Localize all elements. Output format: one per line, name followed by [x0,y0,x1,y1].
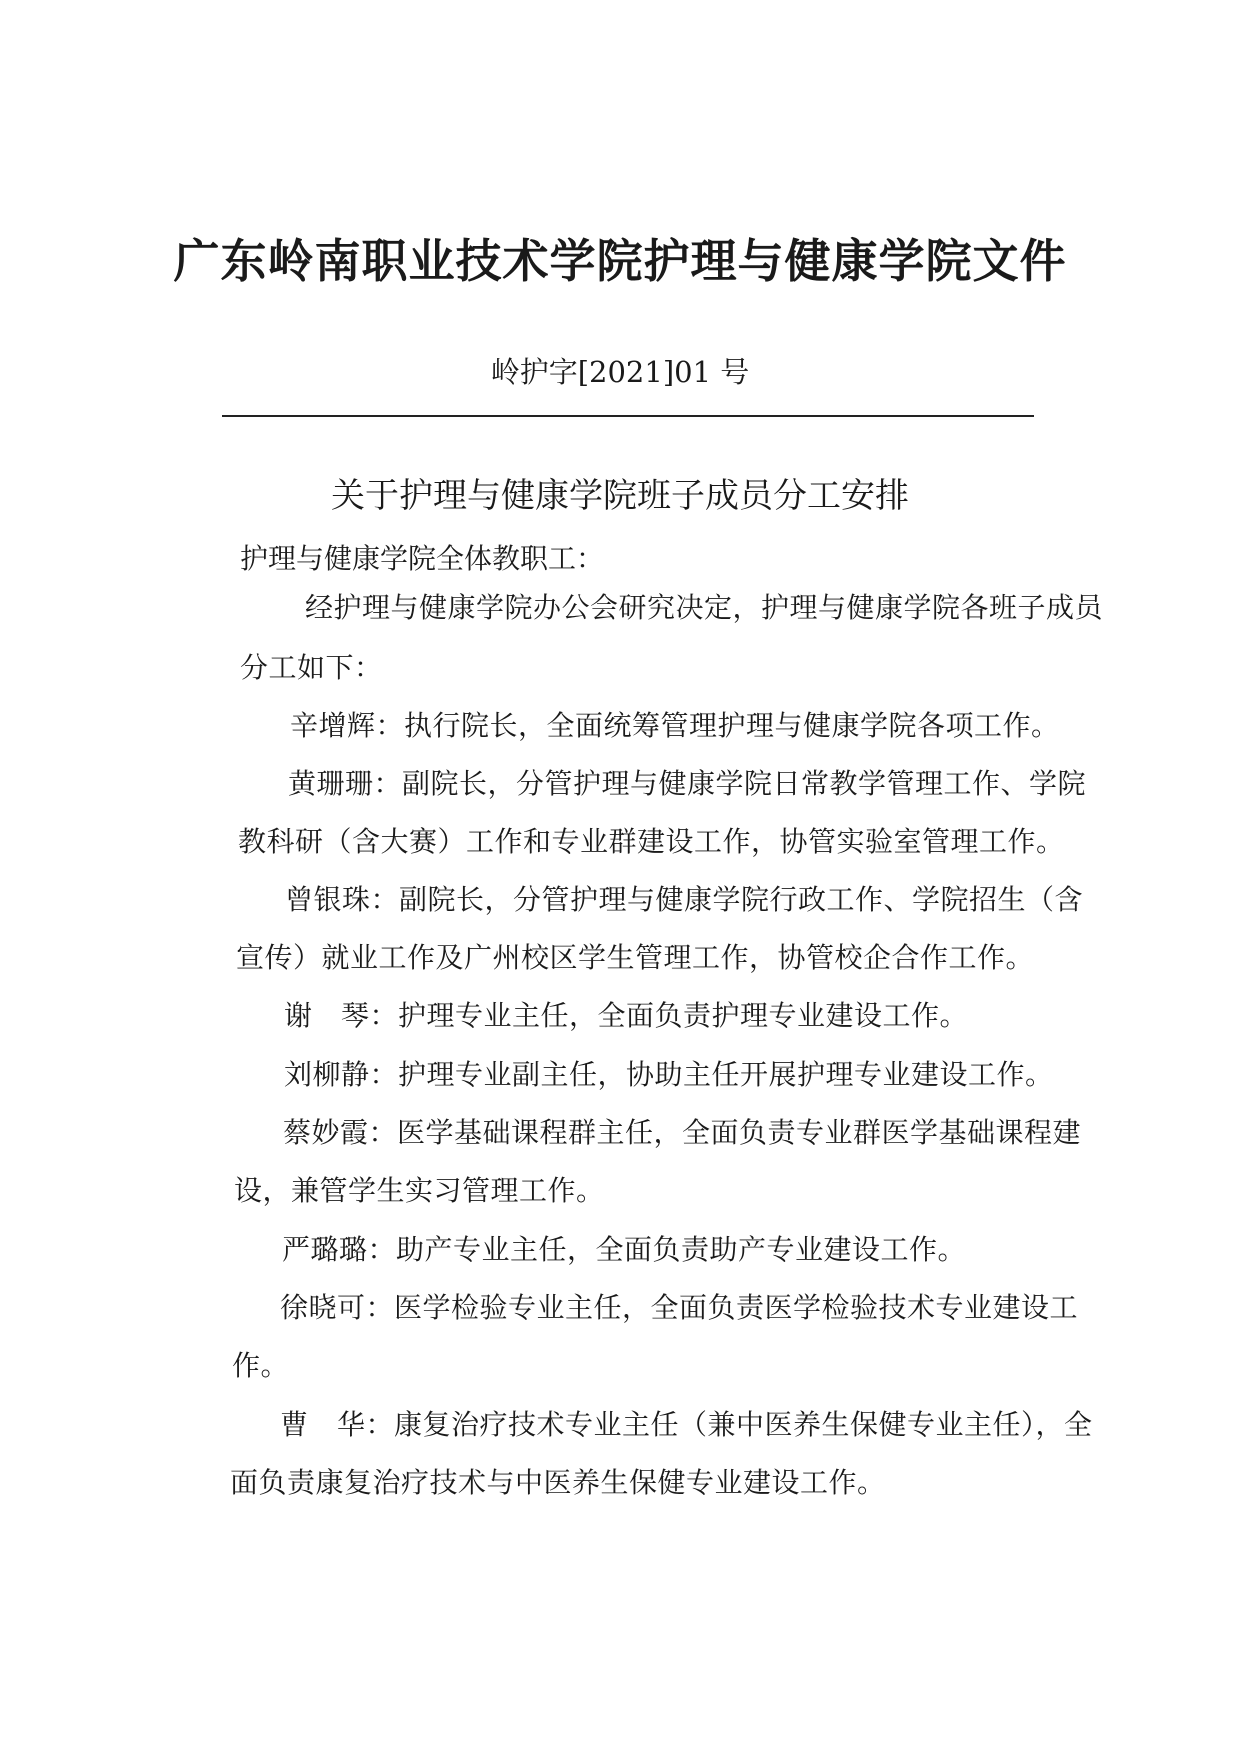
body-paragraph-line: 经护理与健康学院办公会研究决定，护理与健康学院各班子成员 [305,591,1104,624]
assignment-zeng-yinzhu-cont: 宣传）就业工作及广州校区学生管理工作，协管校企合作工作。 [236,941,1035,974]
document-header-title: 广东岭南职业技术学院护理与健康学院文件 [173,234,1067,288]
assignment-cao-hua-cont: 面负责康复治疗技术与中医养生保健专业建设工作。 [230,1466,886,1499]
assignment-huang-shanshan: 黄珊珊：副院长，分管护理与健康学院日常教学管理工作、学院 [288,767,1087,800]
assignment-xu-xiaoke-cont: 作。 [232,1349,290,1382]
notice-title: 关于护理与健康学院班子成员分工安排 [331,476,909,516]
body-paragraph-line: 分工如下： [240,651,383,684]
assignment-zeng-yinzhu: 曾银珠：副院长，分管护理与健康学院行政工作、学院招生（含 [285,883,1084,916]
assignment-xu-xiaoke: 徐晓可：医学检验专业主任，全面负责医学检验技术专业建设工 [280,1291,1079,1324]
salutation: 护理与健康学院全体教职工： [240,542,605,575]
assignment-cai-miaoxia-cont: 设，兼管学生实习管理工作。 [234,1174,605,1207]
assignment-cao-hua: 曹 华：康复治疗技术专业主任（兼中医养生保健专业主任），全 [280,1408,1093,1441]
document-number: 岭护字[2021]01 号 [490,355,750,389]
assignment-xin-zenghui: 辛增辉：执行院长，全面统筹管理护理与健康学院各项工作。 [290,709,1060,742]
assignment-huang-shanshan-cont: 教科研（含大赛）工作和专业群建设工作，协管实验室管理工作。 [238,825,1065,858]
assignment-yan-lulu: 严璐璐：助产专业主任，全面负责助产专业建设工作。 [282,1233,967,1266]
assignment-cai-miaoxia: 蔡妙霞：医学基础课程群主任，全面负责专业群医学基础课程建 [283,1116,1082,1149]
assignment-liu-liujing: 刘柳静：护理专业副主任，协助主任开展护理专业建设工作。 [284,1058,1054,1091]
assignment-xie-qin: 谢 琴：护理专业主任，全面负责护理专业建设工作。 [284,999,969,1032]
